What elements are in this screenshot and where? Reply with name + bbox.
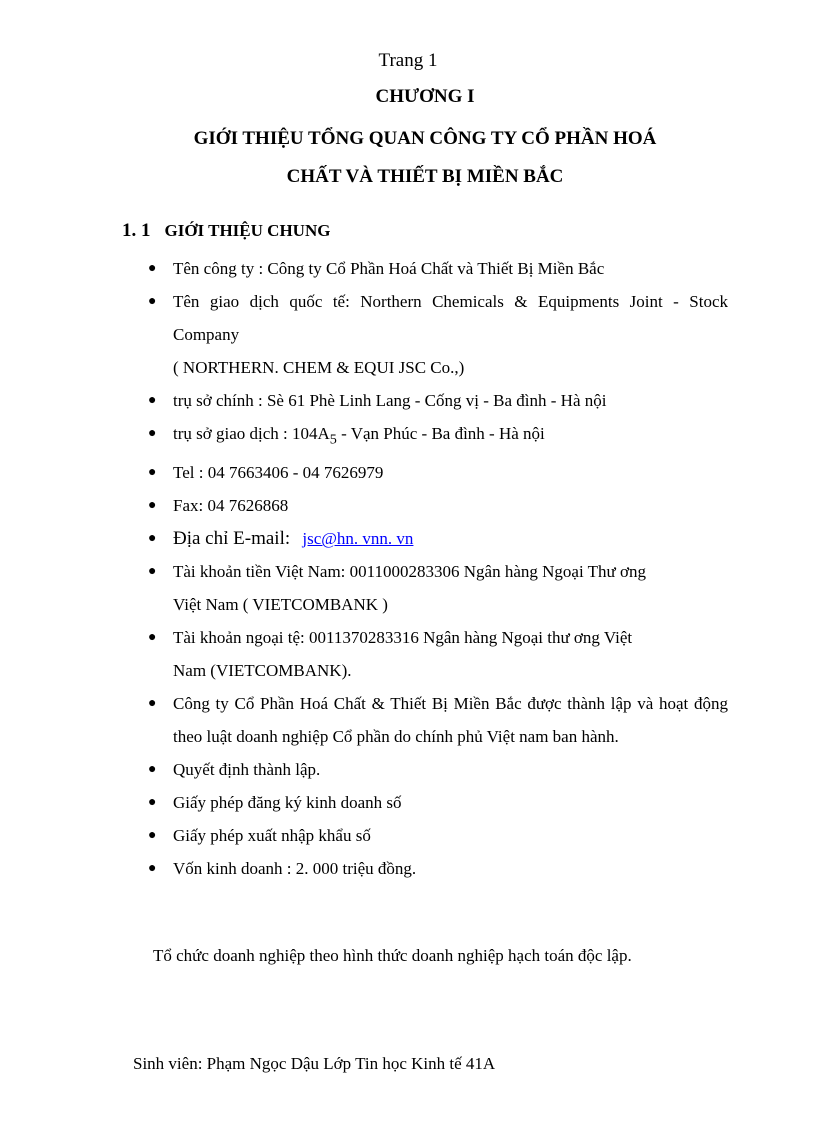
section-title: GIỚI THIỆU CHUNG <box>164 221 331 240</box>
chapter-heading: CHƯƠNG I <box>375 86 475 107</box>
title-line-1: GIỚI THIỆU TỔNG QUAN CÔNG TY CỔ PHẦN HOÁ <box>193 128 657 149</box>
page-footer: Sinh viên: Phạm Ngọc Dậu Lớp Tin học Kinh tế 41A <box>133 1054 496 1073</box>
list-item-head-office: ● trụ sở chính : Sè 61 Phè Linh Lang - Cống vị - Ba đình - Hà nội <box>148 384 728 417</box>
bullet-icon: ● <box>148 696 157 712</box>
bullet-icon: ● <box>148 795 157 811</box>
list-item-tel: ● Tel : 04 7663406 - 04 7626979 <box>148 456 728 489</box>
section-number: 1. 1 <box>122 220 151 241</box>
bullet-icon: ● <box>148 762 157 778</box>
bullet-icon: ● <box>148 828 157 844</box>
list-item-capital: ● Vốn kinh doanh : 2. 000 triệu đồng. <box>148 852 728 885</box>
bullet-icon: ● <box>148 261 157 276</box>
bullet-icon: ● <box>148 861 157 877</box>
email-link[interactable]: jsc@hn. vnn. vn <box>302 529 414 549</box>
bullet-icon: ● <box>148 630 157 646</box>
bullet-icon: ● <box>148 294 157 309</box>
list-item-trading-office: ● trụ sở giao dịch : $104A_5$ - Vạn Phúc - Ba đình - Hà nội <box>148 417 728 456</box>
list-item-email: ● Địa chỉ E-mail: jsc@hn. vnn. vn <box>148 522 728 555</box>
list-item-import-export-license: ● Giấy phép xuất nhập khẩu số <box>148 819 728 852</box>
bullet-icon: ● <box>148 564 157 580</box>
document-title <box>0 120 816 196</box>
list-item-intl-name: ● Tên giao dịch quốc tế: Northern Chemicals & Equipments Joint - Stock Company ( NORTHERN. CHEM & EQUI JSC Co.,) <box>148 285 728 384</box>
bullet-icon: ● <box>148 465 157 481</box>
bullet-icon: ● <box>148 498 157 514</box>
bullet-icon: ● <box>148 531 157 547</box>
list-item-company-name: ● Tên công ty : Công ty Cổ Phần Hoá Chất và Thiết Bị Miền Bắc <box>148 252 728 285</box>
company-info-list <box>148 252 728 885</box>
section-heading <box>122 220 330 242</box>
title-line-2: CHẤT VÀ THIẾT BỊ MIỀN BẮC <box>286 166 564 187</box>
list-item-fx-account: ● Tài khoản ngoại tệ: 0011370283316 Ngân hàng Ngoại thư ơng Việt Nam (VIETCOMBANK). <box>148 621 728 687</box>
bullet-icon: ● <box>148 393 157 408</box>
bullet-icon: ● <box>148 426 157 441</box>
list-item-business-license: ● Giấy phép đăng ký kinh doanh số <box>148 786 728 819</box>
list-item-founding: ● Công ty Cổ Phần Hoá Chất & Thiết Bị Miền Bắc được thành lập và hoạt động theo luật doanh nghiệp Cổ phần do chính phủ Việt nam ban hành. <box>148 687 728 753</box>
summary-paragraph: Tổ chức doanh nghiệp theo hình thức doanh nghiệp hạch toán độc lập. <box>153 946 632 965</box>
list-item-decision: ● Quyết định thành lập. <box>148 753 728 786</box>
page-number-header: Trang 1 <box>378 50 438 71</box>
list-item-fax: ● Fax: 04 7626868 <box>148 489 728 522</box>
list-item-vnd-account: ● Tài khoản tiền Việt Nam: 0011000283306 Ngân hàng Ngoại Thư ơng Việt Nam ( VIETCOMBANK ) <box>148 555 728 621</box>
